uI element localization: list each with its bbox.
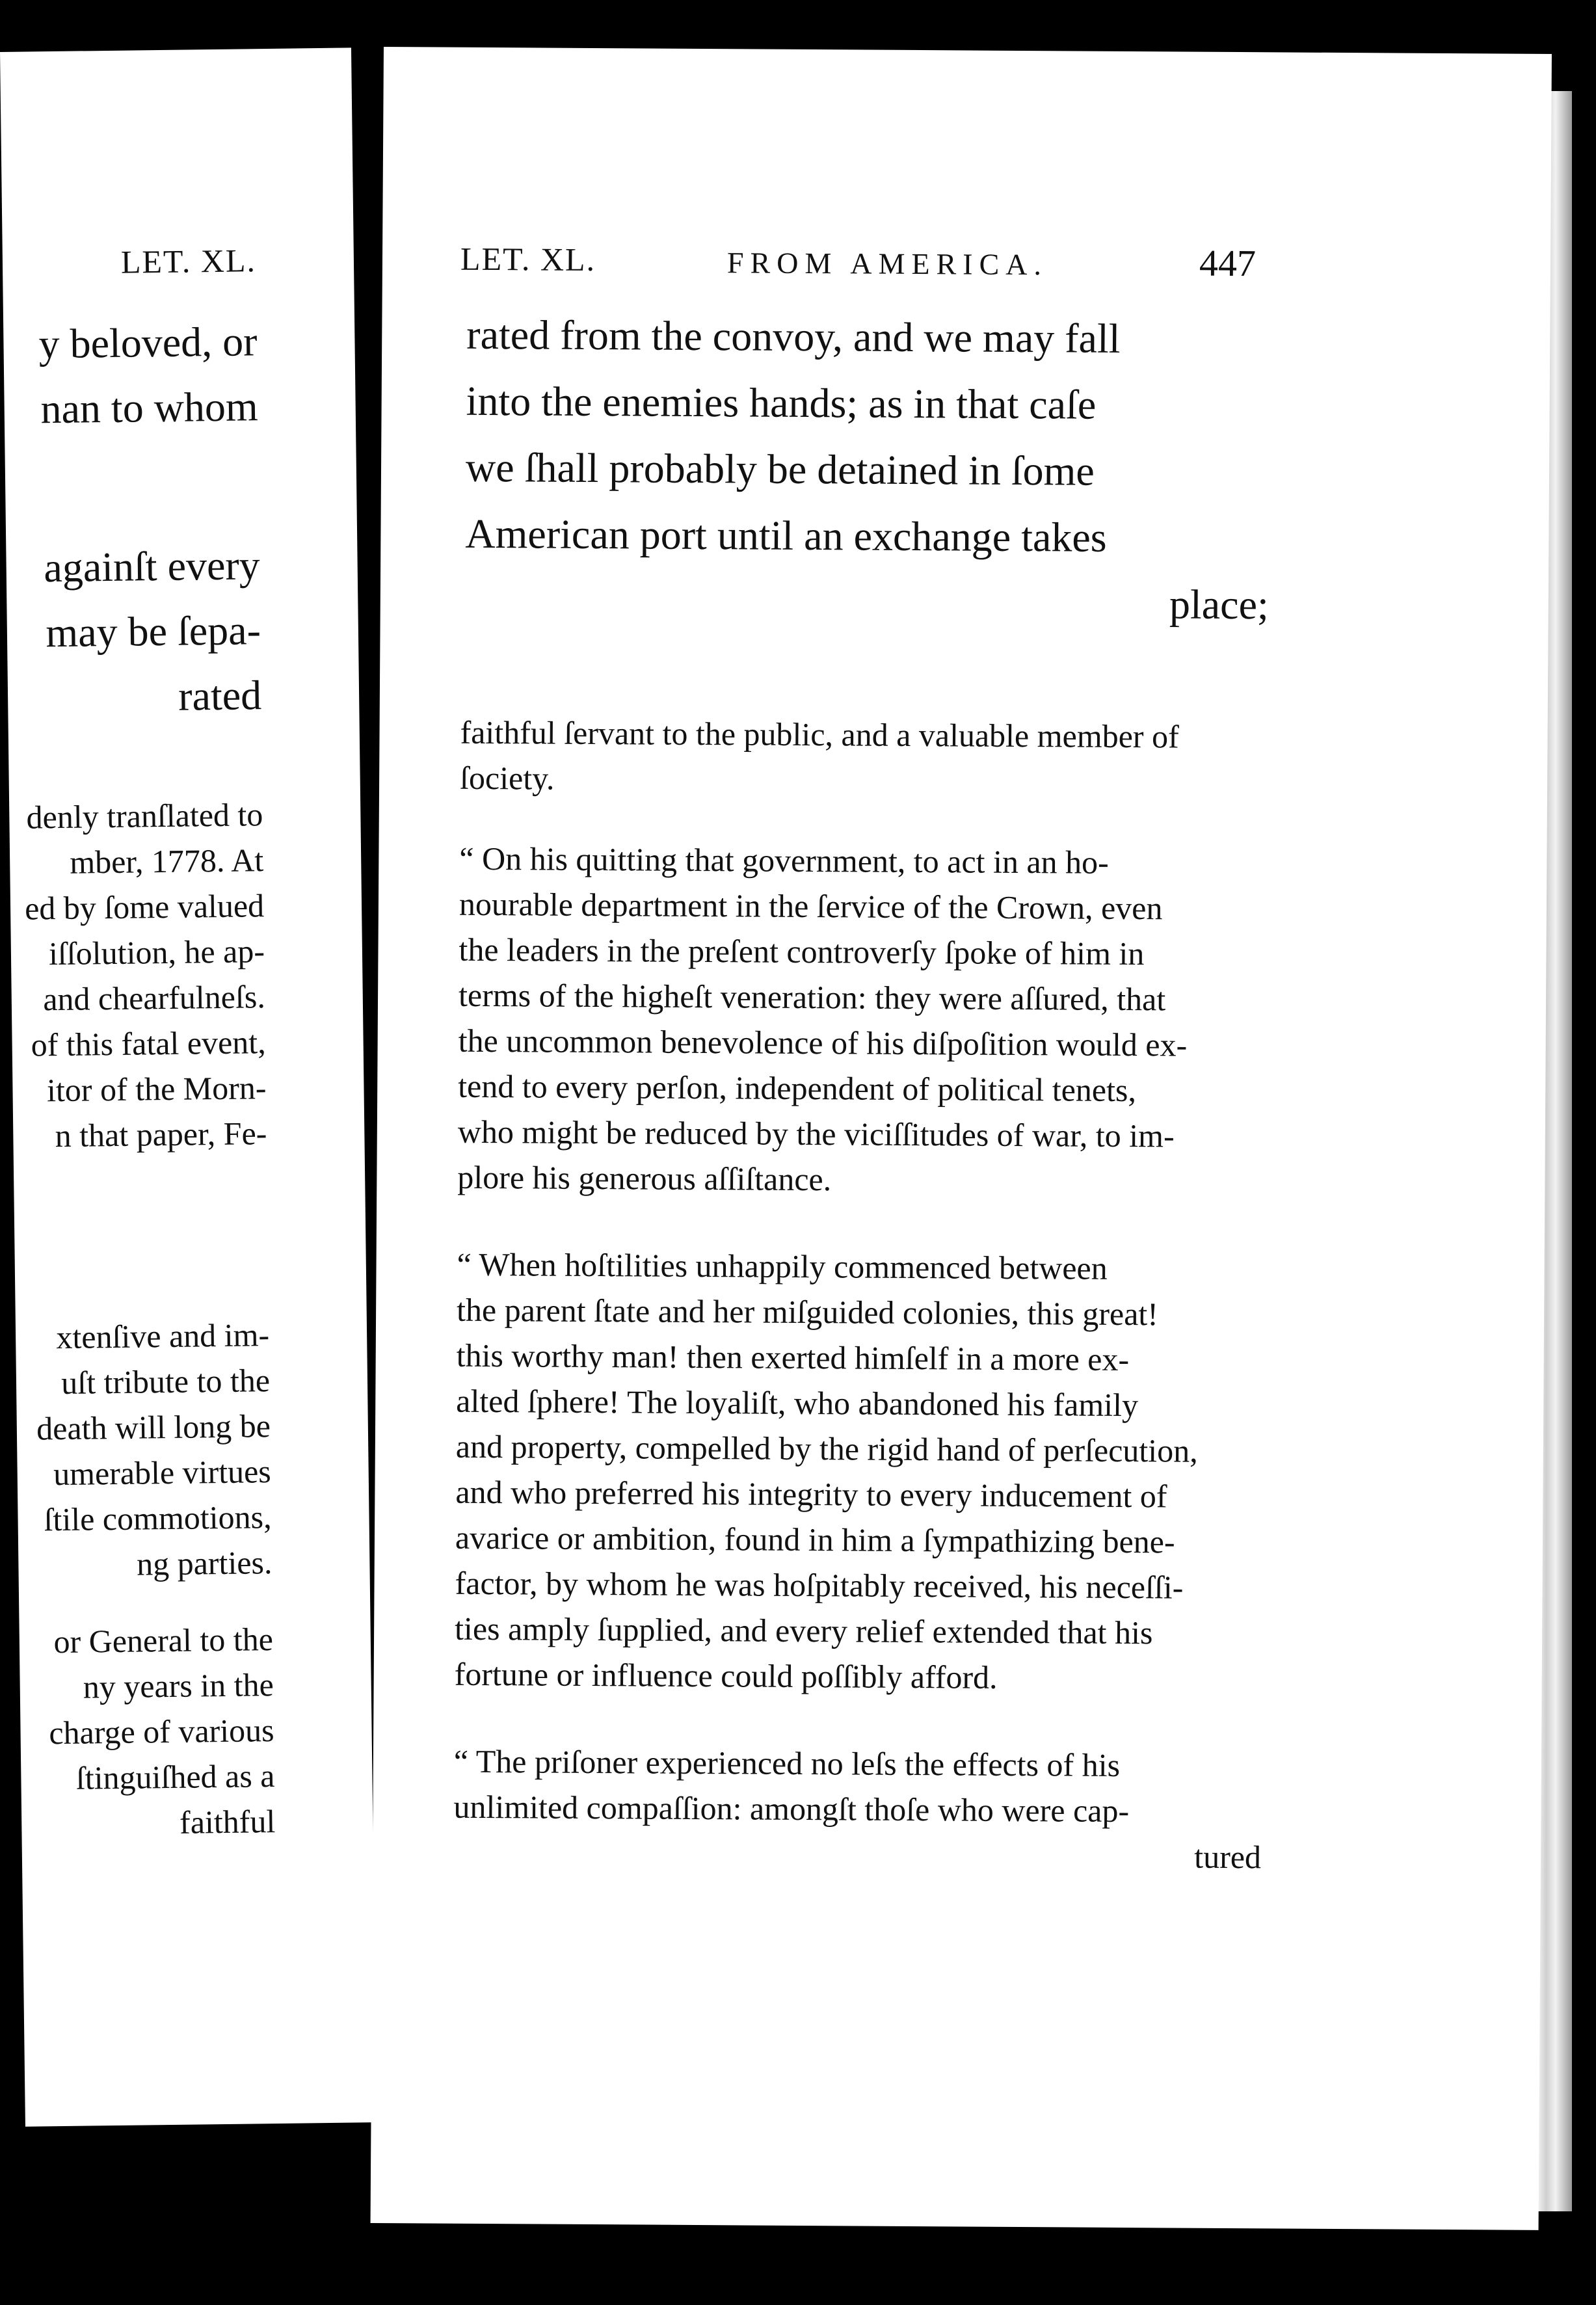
text-line: place; [1169,581,1270,628]
text-line: fortune or influence could poſſibly afford. [454,1655,998,1696]
text-line: ng parties. [136,1544,273,1582]
text-line: tend to every perſon, independent of political tenets, [458,1067,1137,1109]
text-line: ties amply ſupplied, and every relief extended that his [454,1610,1153,1651]
text-line: againſt every [43,542,261,591]
text-line: unlimited compaſſion: amongſt thoſe who were cap- [453,1788,1130,1830]
text-line: ed by ſome valued [24,887,265,927]
text-line: American port until an exchange takes [465,510,1107,561]
running-head-left-page: LET. XL. [120,242,257,280]
text-line: of this fatal event, [31,1024,266,1063]
page-number: 447 [1199,241,1257,285]
text-line: y beloved, or [38,318,258,367]
text-line: xtenſive and im- [56,1316,270,1356]
text-line: the parent ſtate and her miſguided colonies, this great! [456,1291,1159,1333]
text-line: we ſhall probably be detained in ſome [465,444,1095,494]
text-line: plore his generous aſſiſtance. [457,1158,832,1198]
text-line: or General to the [53,1621,274,1660]
text-line: avarice or ambition, found in him a ſympathizing bene- [455,1519,1175,1560]
text-line [466,311,1266,362]
text-line: this worthy man! then exerted himſelf in a more ex- [456,1337,1130,1378]
text-line: mber, 1778. At [69,842,264,881]
text-line: iſſolution, he ap- [48,933,265,972]
text-line: death will long be [36,1407,271,1447]
running-head-left: LET. XL. [460,240,596,278]
left-page [0,47,377,2126]
catchword: faithful [179,1803,276,1841]
text-line: alted ſphere! The loyaliſt, who abandoned his family [456,1382,1139,1424]
text-line: ſtile commotions, [44,1499,272,1538]
text-line: charge of various [49,1712,274,1752]
text-line: may be ſepa- [45,607,261,656]
text-line: factor, by whom he was hoſpitably received, his neceſſi- [455,1564,1184,1606]
right-page [371,47,1552,2230]
text-line: who might be reduced by the viciſſitudes of war, to im- [457,1113,1175,1154]
text-line: “ When hoſtilities unhappily commenced between [457,1246,1108,1286]
text-line-content: rated from the convoy, and we may fall [466,311,1121,362]
text-line: ny years in the [83,1666,274,1705]
text-line: into the enemies hands; as in that caſe [466,377,1097,428]
text-line: “ The priſoner experienced no leſs the effects of his [453,1742,1121,1783]
text-line: and property, compelled by the rigid hand of perſecution, [455,1428,1198,1469]
text-line: denly tranſlated to [26,796,263,836]
text-line: nourable department in the ſervice of the Crown, even [459,885,1163,927]
text-line: uſt tribute to the [60,1362,271,1401]
text-line: and who preferred his integrity to every inducement of [455,1473,1167,1515]
catchword: tured [1194,1838,1262,1876]
text-line: “ On his quitting that government, to act in an ho- [459,840,1109,881]
text-line: terms of the higheſt veneration: they were aſſured, that [458,976,1166,1018]
text-line: ſtinguiſhed as a [75,1757,275,1796]
running-head-center: FROM AMERICA. [726,246,1048,282]
text-line: nan to whom [40,383,259,433]
text-line: ſociety. [459,759,555,797]
text-line: the leaders in the preſent controverſy ſpoke of him in [459,931,1145,972]
text-line: and chearfulneſs. [42,978,266,1018]
text-line: the uncommon benevolence of his diſpoſition would ex- [458,1022,1188,1063]
text-line: rated [178,672,262,719]
text-line: itor of the Morn- [46,1069,267,1109]
text-line: faithful ſervant to the public, and a valuable member of [460,713,1179,755]
text-line: umerable virtues [53,1453,272,1493]
text-line: n that paper, Fe- [55,1115,267,1154]
